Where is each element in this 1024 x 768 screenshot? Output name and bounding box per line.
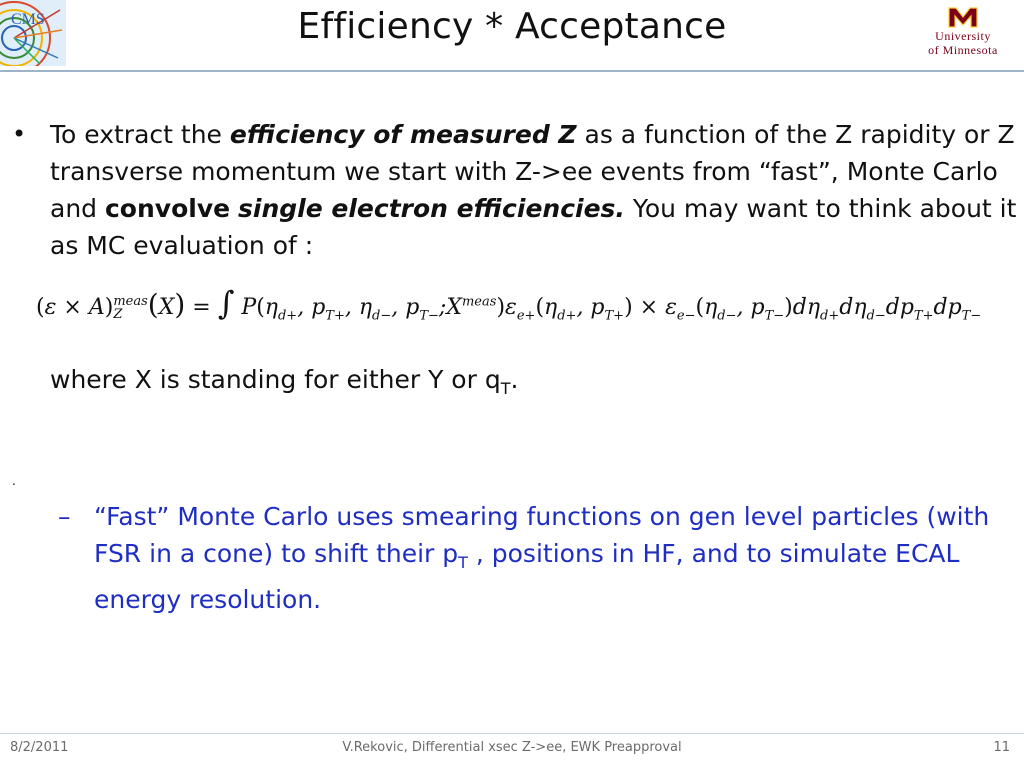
bullet-1-part: as a function of the Z rapidity or Z transverse momentum we start with Z->ee events from “fast”, Monte Carlo and — [50, 120, 1015, 223]
footer-center: V.Rekovic, Differential xsec Z->ee, EWK Preapproval — [342, 740, 682, 755]
cms-logo-text: CMS — [11, 11, 45, 28]
cms-logo — [0, 0, 66, 66]
bullet-dash: – — [58, 502, 71, 531]
bullet-1-emph: single electron efficiencies. — [238, 194, 625, 223]
umn-logo — [908, 6, 1018, 68]
umn-m-icon — [948, 6, 978, 28]
bullet-dot: • — [12, 120, 27, 148]
bullet-1 — [8, 116, 1018, 264]
umn-line2: of Minnesota — [928, 43, 998, 57]
bullet-1-part — [230, 194, 238, 223]
where-sub: T — [500, 379, 511, 398]
slide-title: Efficiency * Acceptance — [297, 6, 727, 47]
bullet-1-part: You may want to think about it as MC evaluation of : — [50, 194, 1017, 260]
bullet-2-text — [94, 498, 1018, 618]
footer-separator — [0, 733, 1024, 734]
where-text: where X is standing for either Y or q — [50, 365, 501, 394]
bullet-2-sub: T — [458, 553, 468, 572]
footer-page-number: 11 — [993, 740, 1010, 755]
where-line — [50, 365, 518, 398]
bullet-2-part: “Fast” Monte Carlo uses smearing functions on gen level particles (with FSR in a cone) to shift their p — [94, 502, 990, 568]
umn-line1: University — [935, 29, 991, 43]
bullet-1-part: To extract the — [50, 120, 230, 149]
bullet-2-part: , positions in HF, and to simulate ECAL energy resolution. — [94, 539, 960, 614]
where-end: . — [510, 365, 519, 394]
bullet-1-text — [50, 116, 1018, 264]
stray-dot: . — [12, 474, 16, 488]
footer-date: 8/2/2011 — [10, 740, 69, 755]
title-separator — [0, 70, 1024, 72]
bullet-1-bold: convolve — [104, 194, 231, 223]
bullet-2 — [58, 498, 1018, 618]
bullet-1-emph: efficiency of measured Z — [229, 120, 577, 149]
efficiency-formula: (ε × A) meas Z (X) = ∫ $P(\eta_{d+}$, $p_{T+}$, $\eta_{d-}$, $p_{T-};X^{meas})\varepsilon_{e+}(\eta_{d+}$, $p_{T+}) \times \varepsilon_{e-}(\eta_{d-}$, $p_{T-})d\eta_{d+}d\eta_{d-}dp_{T+}dp_{T-}$ — [36, 284, 982, 324]
